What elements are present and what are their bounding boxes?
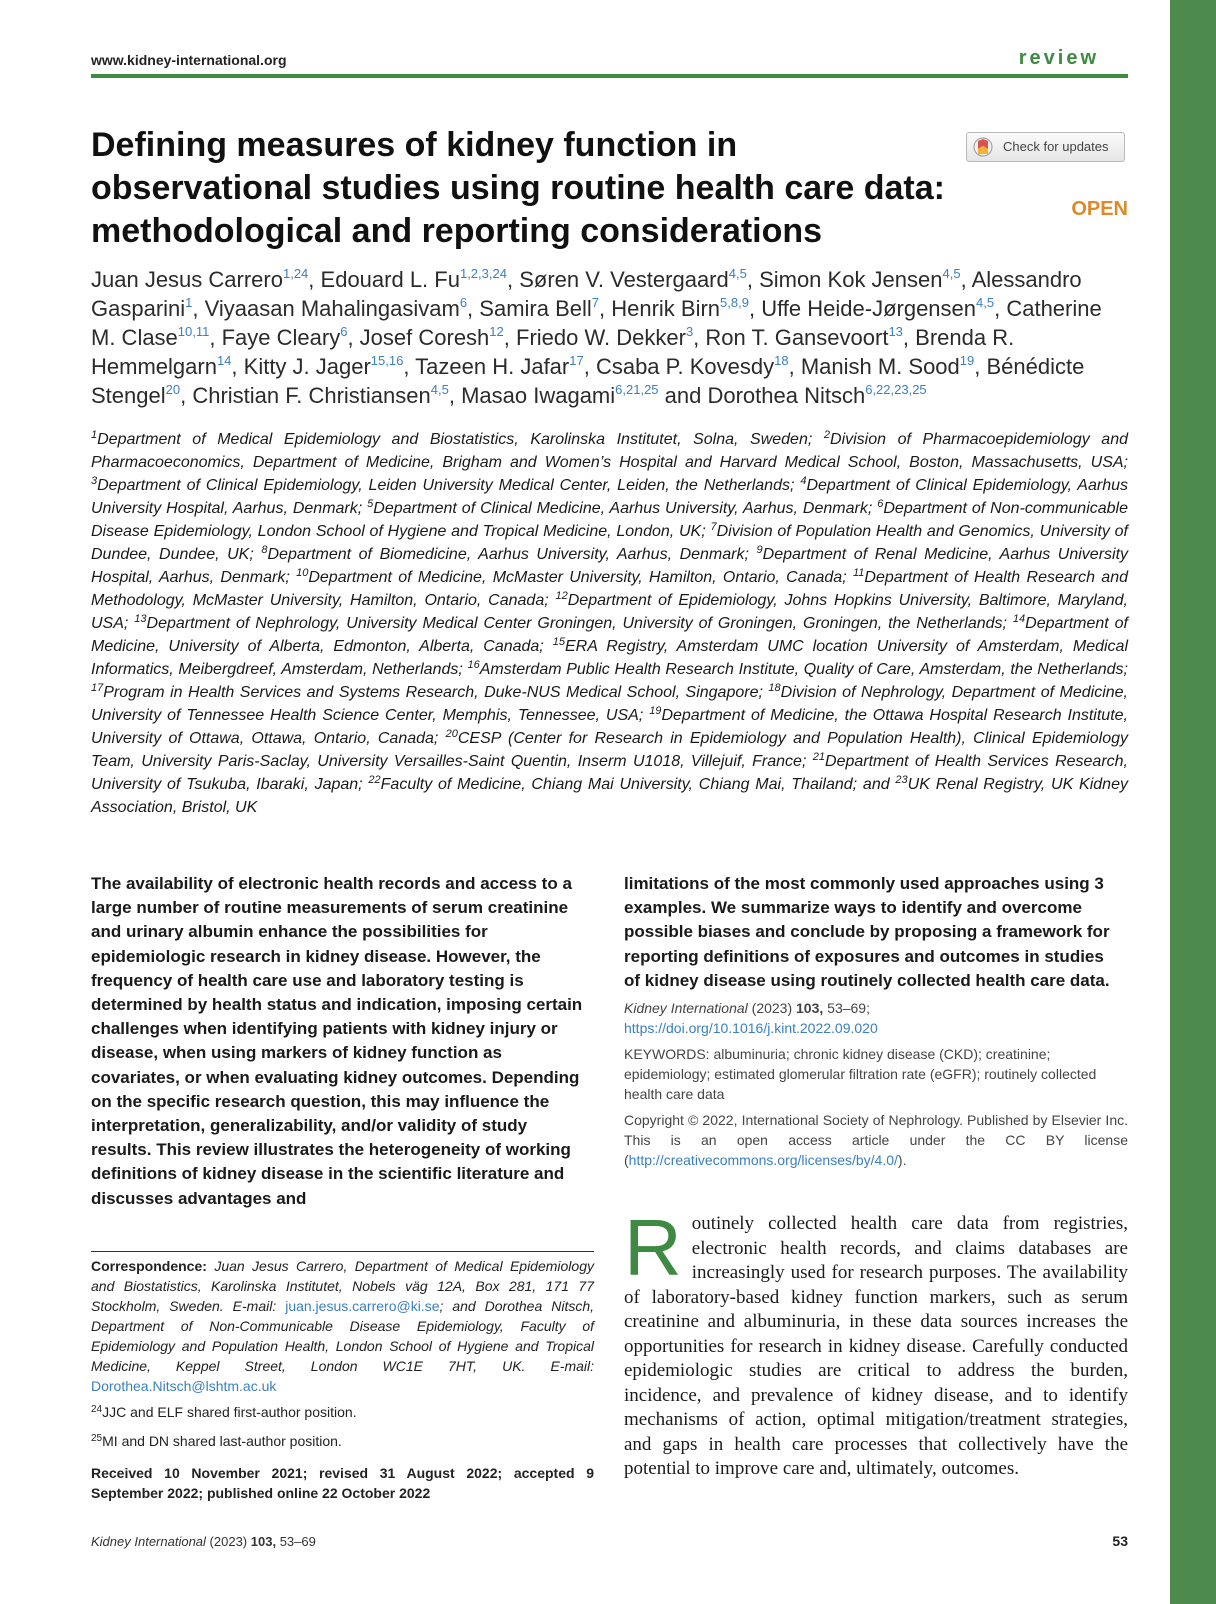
affiliation-text: Division of Population Health and Genomics, University of Dundee, Dundee, UK; (91, 523, 1128, 563)
author-name: Juan Jesus Carrero (91, 267, 283, 292)
header-rule (91, 74, 1128, 78)
author-affiliation-sup: 1,2,3,24 (459, 266, 507, 281)
author-affiliation-sup: 6,22,23,25 (865, 382, 927, 397)
author-affiliation-sup: 4,5 (942, 266, 961, 281)
correspondence-label: Correspondence: (91, 1258, 207, 1274)
citation-volume: 103, (796, 1000, 824, 1016)
author-name: Viyaasan Mahalingasivam (204, 296, 460, 321)
affiliation-text: Department of Non-communicable Disease Epidemiology, London School of Hygiene and Tropical Medicine, London, UK; (91, 500, 1129, 540)
author-name: Catherine M. Clase (91, 296, 1102, 350)
affiliation-text: Department of Nephrology, University Medical Center Groningen, University of Groningen, Groningen, the Netherlands; (146, 615, 1007, 632)
affiliation-number: 21 (812, 751, 826, 763)
author-affiliation-sup: 6 (459, 295, 468, 310)
author-affiliation-sup: 15,16 (370, 353, 404, 368)
correspondence (91, 1256, 594, 1396)
citation-year: (2023) (751, 1000, 793, 1016)
author-affiliation-sup: 19 (959, 353, 975, 368)
author-affiliation-sup: 14 (216, 353, 232, 368)
affiliation-text: Department of Biomedicine, Aarhus University, Aarhus, Denmark; (267, 546, 749, 563)
author-name: Samira Bell (479, 296, 592, 321)
author-name: Faye Cleary (221, 325, 341, 350)
affiliation-number: 23 (895, 774, 908, 786)
affiliation-text: Department of Clinical Medicine, Aarhus University, Aarhus, Denmark; (373, 500, 873, 517)
doi-link[interactable]: https://doi.org/10.1016/j.kint.2022.09.020 (624, 1020, 878, 1036)
license-link[interactable]: http://creativecommons.org/licenses/by/4.0/ (628, 1152, 898, 1168)
author-affiliation-sup: 4,5 (430, 382, 449, 397)
author-name: Bénédicte Stengel (91, 354, 1085, 408)
affiliation-text: Department of Medical Epidemiology and Biostatistics, Karolinska Institutet, Solna, Sweden; (97, 431, 813, 448)
affiliation-number: 14 (1012, 613, 1026, 625)
author-affiliation-sup: 5,8,9 (720, 295, 749, 310)
affiliation-text: Department of Epidemiology, Johns Hopkins University, Baltimore, Maryland, USA; (91, 592, 1128, 632)
body-text (624, 1203, 1128, 1482)
abstract-left: The availability of electronic health records and access to a large number of routine measurements of serum creatinine and urinary albumin enhance the possibilities for epidemiologic research in kidney disease. However, the frequency of health care use and laboratory testing is determined by health status and indication, imposing certain challenges when identifying patients with kidney injury or disease, when using markers of kidney function as covariates, or when evaluating kidney outcomes. Depending on the specific research question, this may influence the interpretation, generalizability, and/or validity of study results. This review illustrates the heterogeneity of working definitions of kidney disease in the scientific literature and discusses advantages and (91, 874, 583, 1208)
author-name: Tazeen H. Jafar (415, 354, 570, 379)
author-affiliation-sup: 4,5 (728, 266, 747, 281)
article-title: Defining measures of kidney function in observational studies using routine health care data: methodological and reporting considerations (91, 126, 945, 250)
correspondence-part1: Juan Jesus Carrero, Department of Medical Epidemiology and Biostatistics, Karolinska Institutet, Nobels väg 12A, Box 281, 171 77 Stockholm, Sweden. E-mail: (91, 1258, 594, 1314)
note-24-number: 24 (91, 1404, 103, 1415)
footer-citation (91, 1534, 316, 1549)
affiliation-number: 13 (134, 613, 147, 625)
affiliation-number: 20 (445, 728, 458, 740)
note-25-number: 25 (91, 1433, 103, 1444)
keywords: KEYWORDS: albuminuria; chronic kidney disease (CKD); creatinine; epidemiology; estimated glomerular filtration rate (eGFR); routinely collected health care data (624, 1046, 1097, 1102)
page-number: 53 (1112, 1533, 1128, 1549)
correspondence-rule (91, 1251, 594, 1252)
affiliation-number: 7 (710, 521, 717, 533)
email-link-nitsch[interactable]: Dorothea.Nitsch@lshtm.ac.uk (91, 1378, 277, 1394)
author-name: Brenda R. Hemmelgarn (91, 325, 1015, 379)
affiliation-number: 2 (823, 429, 831, 441)
affiliation-number: 16 (467, 659, 480, 671)
affiliation-number: 1 (91, 429, 98, 441)
affiliation-text: UK Renal Registry, UK Kidney Association, Bristol, UK (91, 776, 1128, 816)
author-name: Christian F. Christiansen (192, 383, 431, 408)
crossmark-icon (973, 137, 993, 157)
affiliation-number: 3 (91, 475, 98, 487)
affiliation-number: 18 (768, 682, 781, 694)
affiliation-text: Department of Health Research and Methodology, McMaster University, Hamilton, Ontario, Canada; (91, 569, 1128, 609)
check-for-updates-button[interactable] (966, 132, 1125, 162)
affiliation-number: 5 (367, 498, 374, 510)
affiliation-number: 19 (649, 705, 662, 717)
author-name: Manish M. Sood (800, 354, 960, 379)
footer-year: (2023) (209, 1534, 248, 1549)
author-name: Alessandro Gasparini (91, 267, 1082, 321)
copyright-text: Copyright © 2022, International Society of Nephrology. Published by Elsevier Inc. This is an open access article under the CC BY license ( (624, 1112, 1128, 1168)
author-name: Dorothea Nitsch (707, 383, 866, 408)
author-affiliation-sup: 10,11 (177, 324, 210, 339)
citation-journal: Kidney International (624, 1000, 748, 1016)
author-affiliation-sup: 7 (591, 295, 599, 310)
affiliation-text: Faculty of Medicine, Chiang Mai University, Chiang Mai, Thailand; and (380, 776, 890, 793)
affiliation-text: Program in Health Services and Systems Research, Duke-NUS Medical School, Singapore; (103, 684, 763, 701)
author-name: Friedo W. Dekker (516, 325, 686, 350)
abstract-right: limitations of the most commonly used approaches using 3 examples. We summarize ways to identify and overcome possible biases and conclude by proposing a framework for reporting definitions of exposures and outcomes in studies of kidney disease using routinely collected health care data. (624, 874, 1110, 990)
received-dates: Received 10 November 2021; revised 31 August 2022; accepted 9 September 2022; published online 22 October 2022 (91, 1465, 594, 1501)
affiliation-number: 10 (296, 567, 309, 579)
drop-cap: R (624, 1203, 682, 1292)
green-sidebar (1170, 0, 1216, 1604)
note-24-text: JJC and ELF shared first-author position. (102, 1404, 357, 1420)
author-affiliation-sup: 1 (185, 295, 193, 310)
author-name: Masao Iwagami (461, 383, 616, 408)
affiliation-number: 17 (91, 682, 104, 694)
affiliation-number: 9 (756, 544, 763, 556)
article-type: review (1018, 47, 1099, 69)
footer-pages: 53–69 (279, 1534, 316, 1549)
note-25-text: MI and DN shared last-author position. (102, 1433, 342, 1449)
author-name: Henrik Birn (611, 296, 721, 321)
author-affiliation-sup: 1,24 (282, 266, 309, 281)
author-affiliation-sup: 6 (340, 324, 348, 339)
affiliation-text: ERA Registry, Amsterdam UMC location University of Amsterdam, Medical Informatics, Meibergdreef, Amsterdam, Netherlands; (91, 638, 1129, 678)
author-name: Edouard L. Fu (320, 267, 460, 292)
copyright-end: ). (897, 1152, 907, 1168)
footer-journal: Kidney International (91, 1534, 206, 1549)
note-25 (91, 1431, 594, 1451)
affiliation-text: Department of Medicine, McMaster University, Hamilton, Ontario, Canada; (308, 569, 847, 586)
author-name: Josef Coresh (359, 325, 490, 350)
footer-volume: 103, (250, 1534, 277, 1549)
correspondence-part2: ; and Dorothea Nitsch, Department of Non-Communicable Disease Epidemiology, Faculty of Epidemiology and Population Health, London School of Hygiene and Tropical Medicine, Keppel Street, London WC1E 7HT, UK. E-mail: (91, 1298, 595, 1374)
author-affiliation-sup: 12 (489, 324, 504, 339)
affiliation-text: Department of Medicine, University of Alberta, Edmonton, Alberta, Canada; (91, 615, 1128, 655)
check-for-updates-label: Check for updates (1003, 139, 1109, 154)
affiliations (91, 428, 1128, 819)
citation (624, 998, 1124, 1038)
body-paragraph: outinely collected health care data from registries, electronic health records, and claims databases are increasingly used for research purposes. The availability of laboratory-based kidney function markers, such as serum creatinine and albuminuria, in these data sources increases the opportunities for research in kidney disease. Carefully conducted epidemiologic studies are critical to address the burden, incidence, and prevalence of kidney disease, and to identify mechanisms of action, optimal mitigation/treatment strategies, and gaps in health care processes that collectively have the potential to improve care and, ultimately, outcomes. (624, 1213, 1128, 1479)
affiliation-text: Department of Clinical Epidemiology, Leiden University Medical Center, Leiden, the Netherlands; (97, 477, 795, 494)
open-access-badge: OPEN (1071, 198, 1128, 220)
author-affiliation-sup: 18 (774, 353, 789, 368)
affiliation-text: Department of Clinical Epidemiology, Aarhus University Hospital, Aarhus, Denmark; (91, 477, 1129, 517)
note-24 (91, 1402, 594, 1422)
affiliation-text: Division of Pharmacoepidemiology and Pharmacoeconomics, Department of Medicine, Brigham and Women’s Hospital and Harvard Medical School, Boston, Massachusetts, USA; (91, 431, 1129, 471)
author-affiliation-sup: 13 (888, 324, 903, 339)
affiliation-number: 8 (261, 544, 268, 556)
email-link-carrero[interactable]: juan.jesus.carrero@ki.se (285, 1298, 440, 1314)
affiliation-text: Division of Nephrology, Department of Medicine, University of Tennessee Health Science Center, Memphis, Tennessee, USA; (91, 684, 1129, 724)
author-affiliation-sup: 3 (685, 324, 694, 339)
journal-url[interactable]: www.kidney-international.org (91, 52, 287, 68)
affiliation-text: Department of Health Services Research, University of Tsukuba, Ibaraki, Japan; (91, 753, 1128, 793)
author-name: Simon Kok Jensen (759, 267, 943, 292)
author-affiliation-sup: 17 (569, 353, 584, 368)
affiliation-text: CESP (Center for Research in Epidemiology and Population Health), Clinical Epidemiology Team, University Paris-Saclay, University Versailles-Saint Quentin, Inserm U1018, Villejuif, France; (91, 730, 1128, 770)
affiliation-text: Department of Medicine, the Ottawa Hospital Research Institute, University of Ottawa, Ottawa, Ontario, Canada; (91, 707, 1128, 747)
author-name: Csaba P. Kovesdy (595, 354, 775, 379)
author-affiliation-sup: 6,21,25 (615, 382, 659, 397)
author-name: Kitty J. Jager (243, 354, 371, 379)
affiliation-number: 4 (800, 475, 807, 487)
affiliation-number: 6 (877, 498, 884, 510)
affiliation-text: Amsterdam Public Health Research Institute, Quality of Care, Amsterdam, the Netherlands; (479, 661, 1128, 678)
author-name: Ron T. Gansevoort (705, 325, 889, 350)
author-name: Søren V. Vestergaard (519, 267, 729, 292)
citation-pages: 53–69; (827, 1000, 870, 1016)
author-affiliation-sup: 20 (165, 382, 181, 397)
author-affiliation-sup: 4,5 (976, 295, 995, 310)
affiliation-number: 11 (852, 567, 865, 579)
copyright (624, 1110, 1128, 1170)
affiliation-number: 22 (368, 774, 381, 786)
affiliation-number: 15 (552, 636, 565, 648)
author-name: Uffe Heide-Jørgensen (761, 296, 977, 321)
author-list: Juan Jesus Carrero$^{1,24}$, Edouard L. Fu$^{1,2,3,24}$, Søren V. Vestergaard$^{4,5}$, Simon Kok Jensen$^{4,5}$, Alessandro Gasparini$^1$, Viyaasan Mahalingasivam$^6$, Samira Bell$^7$, Henrik Birn$^{5,8,9}$, Uffe Heide-Jørgensen$^{4,5}$, Catherine M. Clase$^{10,11}$, Faye Cleary$^6$, Josef Coresh$^{12}$, Friedo W. Dekker$^3$, Ron T. Gansevoort$^{13}$, Brenda R. Hemmelgarn$^{14}$, Kitty J. Jager$^{15,16}$, Tazeen H. Jafar$^{17}$, Csaba P. Kovesdy$^{18}$, Manish M. Sood$^{19}$, Bénédicte Stengel$^{20}$, Christian F. Christiansen$^{4,5}$, Masao Iwagami$^{6,21,25}$ and Dorothea Nitsch$^{6,22,23,25}$ (91, 266, 1102, 408)
affiliation-text: Department of Renal Medicine, Aarhus University Hospital, Aarhus, Denmark; (91, 546, 1129, 586)
affiliation-number: 12 (555, 590, 568, 602)
